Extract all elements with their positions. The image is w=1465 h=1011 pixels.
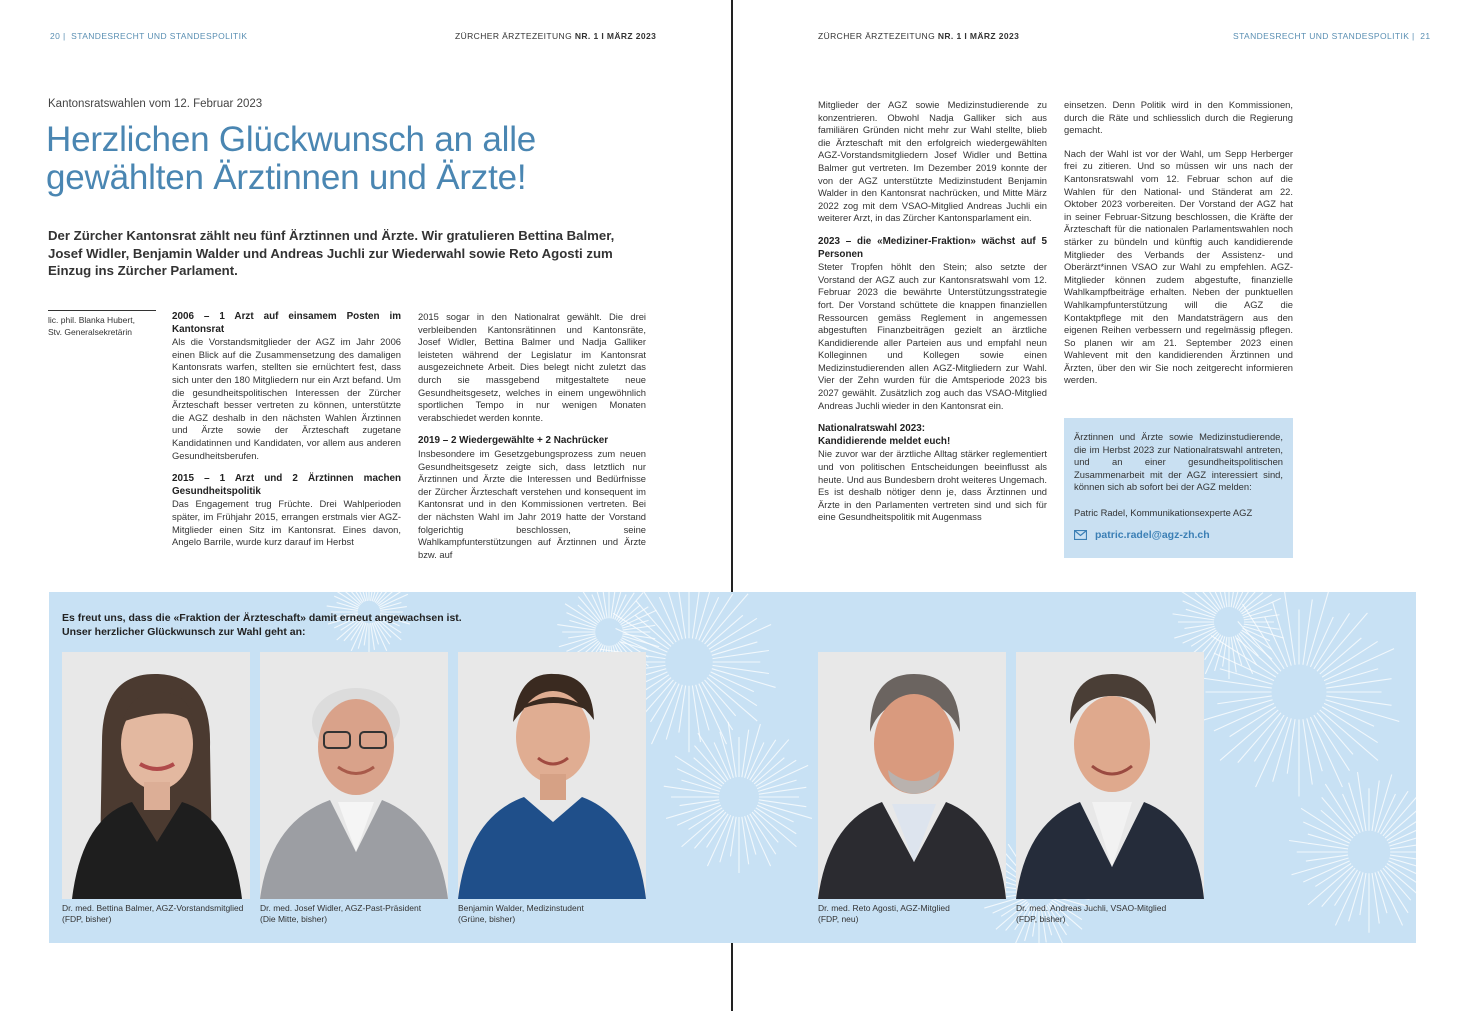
- firework-ray: [1326, 679, 1391, 688]
- firework-ray: [694, 746, 725, 782]
- firework-ray: [1325, 700, 1399, 722]
- firework-ray: [1390, 855, 1416, 862]
- firework-ray: [754, 810, 796, 847]
- issue-right: NR. 1 I MÄRZ 2023: [937, 31, 1020, 41]
- subheading-2015: 2015 – 1 Arzt und 2 Ärztinnen machen Gesundheitspolitik: [172, 473, 401, 497]
- caption-name: Benjamin Walder, Medizinstudent: [458, 903, 584, 913]
- firework-ray: [664, 786, 719, 794]
- portrait-photo-bettina-balmer: [62, 652, 250, 899]
- text-column-3: [818, 99, 1047, 524]
- firework-ray: [1388, 861, 1416, 879]
- title-line-2: gewählten Ärztinnen und Ärzte!: [46, 158, 527, 197]
- title-line-1: Herzlichen Glückwunsch an alle: [46, 120, 537, 159]
- firework-ray: [676, 592, 685, 638]
- firework-ray: [745, 724, 761, 778]
- subheading-2023: 2023 – die «Mediziner-Fraktion» wächst auf 5 Personen: [818, 235, 1047, 260]
- firework-ray: [1372, 873, 1379, 923]
- section-title-right: STANDESRECHT UND STANDESPOLITIK: [1233, 31, 1410, 41]
- firework-ray: [1308, 866, 1353, 905]
- firework-ray: [682, 810, 724, 847]
- paragraph: Als die Vorstandsmitglieder der AGZ im Jahr 2006 einen Blick auf die Zusammensetzung des damaligen Kantonsrats warfen, stellten sie ernüchtert fest, dass sich unter den 180 Mitgliedern nur ein Arzt befand. Um die gesundheitspolitischen Interessen der Zürcher Ärzteschaft besser vertreten zu können, unterstützte die AGZ deshalb in den nächsten Wahlen Ärztinnen und Ärzte sowie der Ärzteschaft zugetane Kandidatinnen und Kandidaten, vor allem aus anderen Gesundheitsberufen.: [172, 336, 401, 461]
- portrait-photo-benjamin-walder: [458, 652, 646, 899]
- paragraph: 2015 sogar in den Nationalrat gewählt. Die drei verbleibenden Kantonsrätinnen und Kantonsräte, Josef Widler, Bettina Balmer und Nadja Galliker leisteten während der Legislatur im Kantonsrat ausgezeichnete Arbeit. Dies belegt nicht zuletzt das durch sie massgebend mitgestaltete neue Gesundheitsgesetz, welches in einem ungewöhnlich sportlichen Tempo in nur wenigen Monaten verabschiedet werden konnte.: [418, 311, 646, 423]
- paragraph: Insbesondere im Gesetzgebungsprozess zum neuen Gesundheitsgesetz zeigte sich, dass letztlich nur Ärztinnen und Ärzte die Interessen und Bedürfnisse der Zürcher Ärzteschaft verstehen und konsequent im Kantonsrat und in den Kommissionen vertreten. Bei der nächsten Wahl im Jahr 2019 hatte der Vorstand folgerichtig beschlossen, seine Wahlkampfunterstützungen auf Ärztinnen und Ärzte bzw. auf: [418, 447, 646, 560]
- caption-name: Dr. med. Josef Widler, AGZ-Past-Präsident: [260, 903, 422, 913]
- firework-ray: [694, 812, 725, 848]
- firework-ray: [713, 665, 769, 673]
- portrait-photo-andreas-juchli: [1016, 652, 1204, 899]
- text-column-4: [1064, 99, 1293, 387]
- right-running-head: STANDESRECHT UND STANDESPOLITIK | 21: [1233, 31, 1431, 41]
- firework-ray: [705, 594, 749, 644]
- firework-ray: [1198, 592, 1221, 609]
- firework-ray: [713, 651, 769, 659]
- caption-party: (FDP, bisher): [1016, 914, 1066, 924]
- call-for-candidates-box: [1064, 418, 1293, 558]
- caption-name: Dr. med. Bettina Balmer, AGZ-Vorstandsmitglied: [62, 903, 244, 913]
- fireworks-decoration: [49, 592, 1416, 943]
- infobox-text: Ärztinnen und Ärzte sowie Medizinstudierende, die im Herbst 2023 zur Nationalratswahl antreten, und an einer gesundheitspolitischen Zusammenarbeit mit der AGZ interessiert sind, können sich ab sofort bei der AGZ melden:: [1074, 431, 1283, 493]
- envelope-icon: [1074, 530, 1087, 540]
- paragraph: Das Engagement trug Früchte. Drei Wahlperioden später, im Frühjahr 2015, errangen erstmals vier AGZ-Mitglieder einen Sitz im Kantonsrat. Eines davon, Angelo Barrile, wurde kurz darauf im Herbst: [172, 498, 401, 548]
- firework-ray: [1196, 677, 1272, 688]
- band-line-1: Es freut uns, dass die «Fraktion der Ärzteschaft» damit erneut angewachsen ist.: [62, 612, 462, 624]
- firework-ray: [742, 730, 749, 778]
- firework-ray: [742, 817, 749, 865]
- firework-ray: [692, 592, 700, 638]
- firework-ray: [1358, 772, 1366, 831]
- firework-ray: [1375, 775, 1392, 832]
- firework-ray: [1320, 710, 1378, 760]
- right-magazine-head: [818, 31, 1019, 41]
- article-lead: Der Zürcher Kantonsrat zählt neu fünf Ärztinnen und Ärzte. Wir gratulieren Bettina Balmer, Josef Widler, Benjamin Walder und Andreas Juchli zur Wiederwahl sowie Reto Agosti zum Einzug ins Zürcher Parlament.: [48, 228, 615, 279]
- firework-ray: [1372, 780, 1379, 830]
- caption-name: Dr. med. Reto Agosti, AGZ-Mitglied: [818, 903, 950, 913]
- text-column-1: [172, 311, 401, 549]
- firework-ray: [1284, 592, 1295, 665]
- firework-ray: [618, 593, 643, 622]
- firework-ray: [759, 787, 807, 794]
- caption-andreas-juchli: [1016, 903, 1166, 925]
- congratulations-band: [49, 592, 1416, 943]
- paragraph: Steter Tropfen höhlt den Stein; also setzte der Vorstand der AGZ auch zur Kantonsratswahl vom 12. Februar 2023 die bewährte Unterstützungsstrategie fort. Der Vorstand schüttete die knappen finanziellen Ressourcen gemäss Reglement in angemessen abgestuften Finanzbeiträgen gezielt an ärztliche Kandidierende aller Parteien aus und empfahl neun Kolleginnen und Kollegen sowie einen Medizinstudierenden allen AGZ-Mitgliedern zur Wahl. Vier der Zehn wurden für die Amtsperiode 2023 bis 2027 gewählt. Zusätzlich zog auch das VSAO-Mitglied Andreas Juchli wieder in den Kantonsrat ein.: [818, 261, 1047, 411]
- firework-ray: [707, 678, 757, 722]
- article-title: [46, 121, 666, 197]
- firework-ray: [759, 800, 807, 807]
- email-link[interactable]: [1074, 529, 1283, 542]
- band-heading: [62, 612, 462, 639]
- author-name: lic. phil. Blanka Hubert,: [48, 315, 135, 325]
- magazine-name-right: ZÜRCHER ÄRZTEZEITUNG: [818, 31, 936, 41]
- portrait-photo-reto-agosti: [818, 652, 1006, 899]
- caption-josef-widler: [260, 903, 421, 925]
- firework-ray: [1238, 713, 1281, 763]
- subheading-2019: 2019 – 2 Wiedergewählte + 2 Nachrücker: [418, 435, 609, 447]
- caption-benjamin-walder: [458, 903, 584, 925]
- article-kicker: Kantonsratswahlen vom 12. Februar 2023: [48, 98, 263, 110]
- firework-ray: [1307, 592, 1329, 666]
- firework-ray: [1303, 599, 1312, 664]
- firework-ray: [559, 636, 596, 647]
- firework-ray: [1390, 842, 1416, 849]
- caption-bettina-balmer: [62, 903, 243, 925]
- paragraph: Nach der Wahl ist vor der Wahl, um Sepp Herberger frei zu zitieren. Und so müssen wir uns nach der Kantonsratswahl vom 12. Februar schon auf die Wahlen für den National- und Ständerat am 22. Oktober 2023 vorbereiten. Der Vorstand der AGZ hat in seiner Februar-Sitzung beschlossen, die Kräfte der Ärzteschaft für die nationalen Parlamentswahlen noch stärker zu bündeln und künftig auch kandidierende Mitglieder des Verbands der Assistenz- und Oberärzt*innen VSAO zur Wahl zu empfehlen. AGZ-Mitglieder können zudem abgestufte, finanzielle Wahlkampfbeiträge erhalten. Neben der punktuellen Wahlkampfunterstützung will die AGZ die Kontaktpflege mit den Mandatsträgern aus den eigenen Reihen verbessern und regelmässig pflegen. So planen wir am 21. September 2023 einen Wahlevent mit den kandidierenden Ärztinnen und Ärzten, über den wir Sie noch zeitgerecht informieren werden.: [1064, 147, 1293, 386]
- contact-person: Patric Radel, Kommunikationsexperte AGZ: [1074, 506, 1253, 518]
- firework-ray: [1292, 858, 1349, 875]
- subheading-2006: 2006 – 1 Arzt auf einsamem Posten im Kantonsrat: [172, 311, 401, 335]
- caption-name: Dr. med. Andreas Juchli, VSAO-Mitglied: [1016, 903, 1167, 913]
- portrait-photo-josef-widler: [260, 652, 448, 899]
- firework-ray: [1383, 791, 1416, 836]
- author-role: Stv. Generalsekretärin: [48, 327, 132, 337]
- issue-left: NR. 1 I MÄRZ 2023: [574, 31, 657, 41]
- firework-ray: [1173, 614, 1215, 620]
- magazine-name-left: ZÜRCHER ÄRZTEZEITUNG: [455, 31, 573, 41]
- firework-ray: [1199, 700, 1273, 722]
- firework-ray: [1174, 626, 1214, 638]
- paragraph: Nie zuvor war der ärztliche Alltag stärker reglementiert und von politischen Entscheidungen beeinflusst als heute. Und aus Bundesbern droht weiteres Ungemach. Es ist deshalb nötiger denn je, dass Ärztinnen und Ärzte in den Parlamenten vertreten sind und sich für eine Gesundheitspolitik mit Augenmass: [818, 448, 1047, 523]
- firework-ray: [666, 803, 720, 819]
- firework-ray: [712, 669, 776, 688]
- firework-ray: [1303, 719, 1312, 784]
- firework-ray: [758, 803, 812, 819]
- firework-ray: [557, 625, 595, 630]
- section-title-left: STANDESRECHT UND STANDESPOLITIK: [71, 31, 248, 41]
- page-number-left: 20: [50, 31, 61, 41]
- caption-party: (Grüne, bisher): [458, 914, 516, 924]
- left-running-head: 20 | STANDESRECHT UND STANDESPOLITIK: [50, 31, 248, 41]
- author-divider: [48, 310, 156, 311]
- firework-ray: [333, 592, 359, 606]
- firework-ray: [752, 740, 789, 782]
- caption-reto-agosti: [818, 903, 950, 925]
- page-number-right: 21: [1420, 31, 1431, 41]
- paragraph: Mitglieder der AGZ sowie Medizinstudierende zu konzentrieren. Obwohl Nadja Galliker sich aus familiären Gründen nicht mehr zur Wahl stellte, blieb die Ärzteschaft mit den erfolgreich wiedergewählten AGZ-Vorstandsmitgliedern Josef Widler und Bettina Balmer gut vertreten. Im Dezember 2019 konnte der von der AGZ unterstützte Medizinstudent Benjamin Walder in den Kantonsrat nachrücken, und Mitte März 2022 zog mit dem VSAO-Mitglied Andreas Juchli ein weiterer Arzt, in das Zürcher Kantonsparlament ein.: [818, 99, 1047, 224]
- caption-party: (FDP, bisher): [62, 914, 112, 924]
- firework-ray: [1322, 797, 1355, 836]
- subheading-kandidierende: Kandidierende meldet euch!: [818, 435, 951, 447]
- firework-ray: [622, 636, 659, 647]
- firework-ray: [327, 606, 358, 610]
- caption-party: (FDP, neu): [818, 914, 859, 924]
- left-magazine-head: [455, 31, 656, 41]
- firework-ray: [1317, 613, 1367, 671]
- paragraph: einsetzen. Denn Politik wird in den Kommissionen, durch die Räte und schliesslich durch die Regierung gemacht.: [1064, 99, 1293, 136]
- firework-ray: [376, 592, 397, 603]
- firework-ray: [1289, 841, 1348, 849]
- band-line-2: Unser herzlicher Glückwunsch zur Wahl geht an:: [62, 625, 306, 638]
- email-address[interactable]: patric.radel@agz-zh.ch: [1095, 528, 1210, 541]
- caption-party: (Die Mitte, bisher): [260, 914, 328, 924]
- firework-ray: [1220, 710, 1278, 760]
- firework-ray: [692, 686, 700, 742]
- text-column-2: [418, 311, 646, 561]
- subheading-nationalratswahl: Nationalratswahl 2023:: [818, 423, 926, 435]
- firework-ray: [1326, 696, 1391, 705]
- firework-ray: [1322, 868, 1355, 907]
- author-block: [48, 314, 135, 338]
